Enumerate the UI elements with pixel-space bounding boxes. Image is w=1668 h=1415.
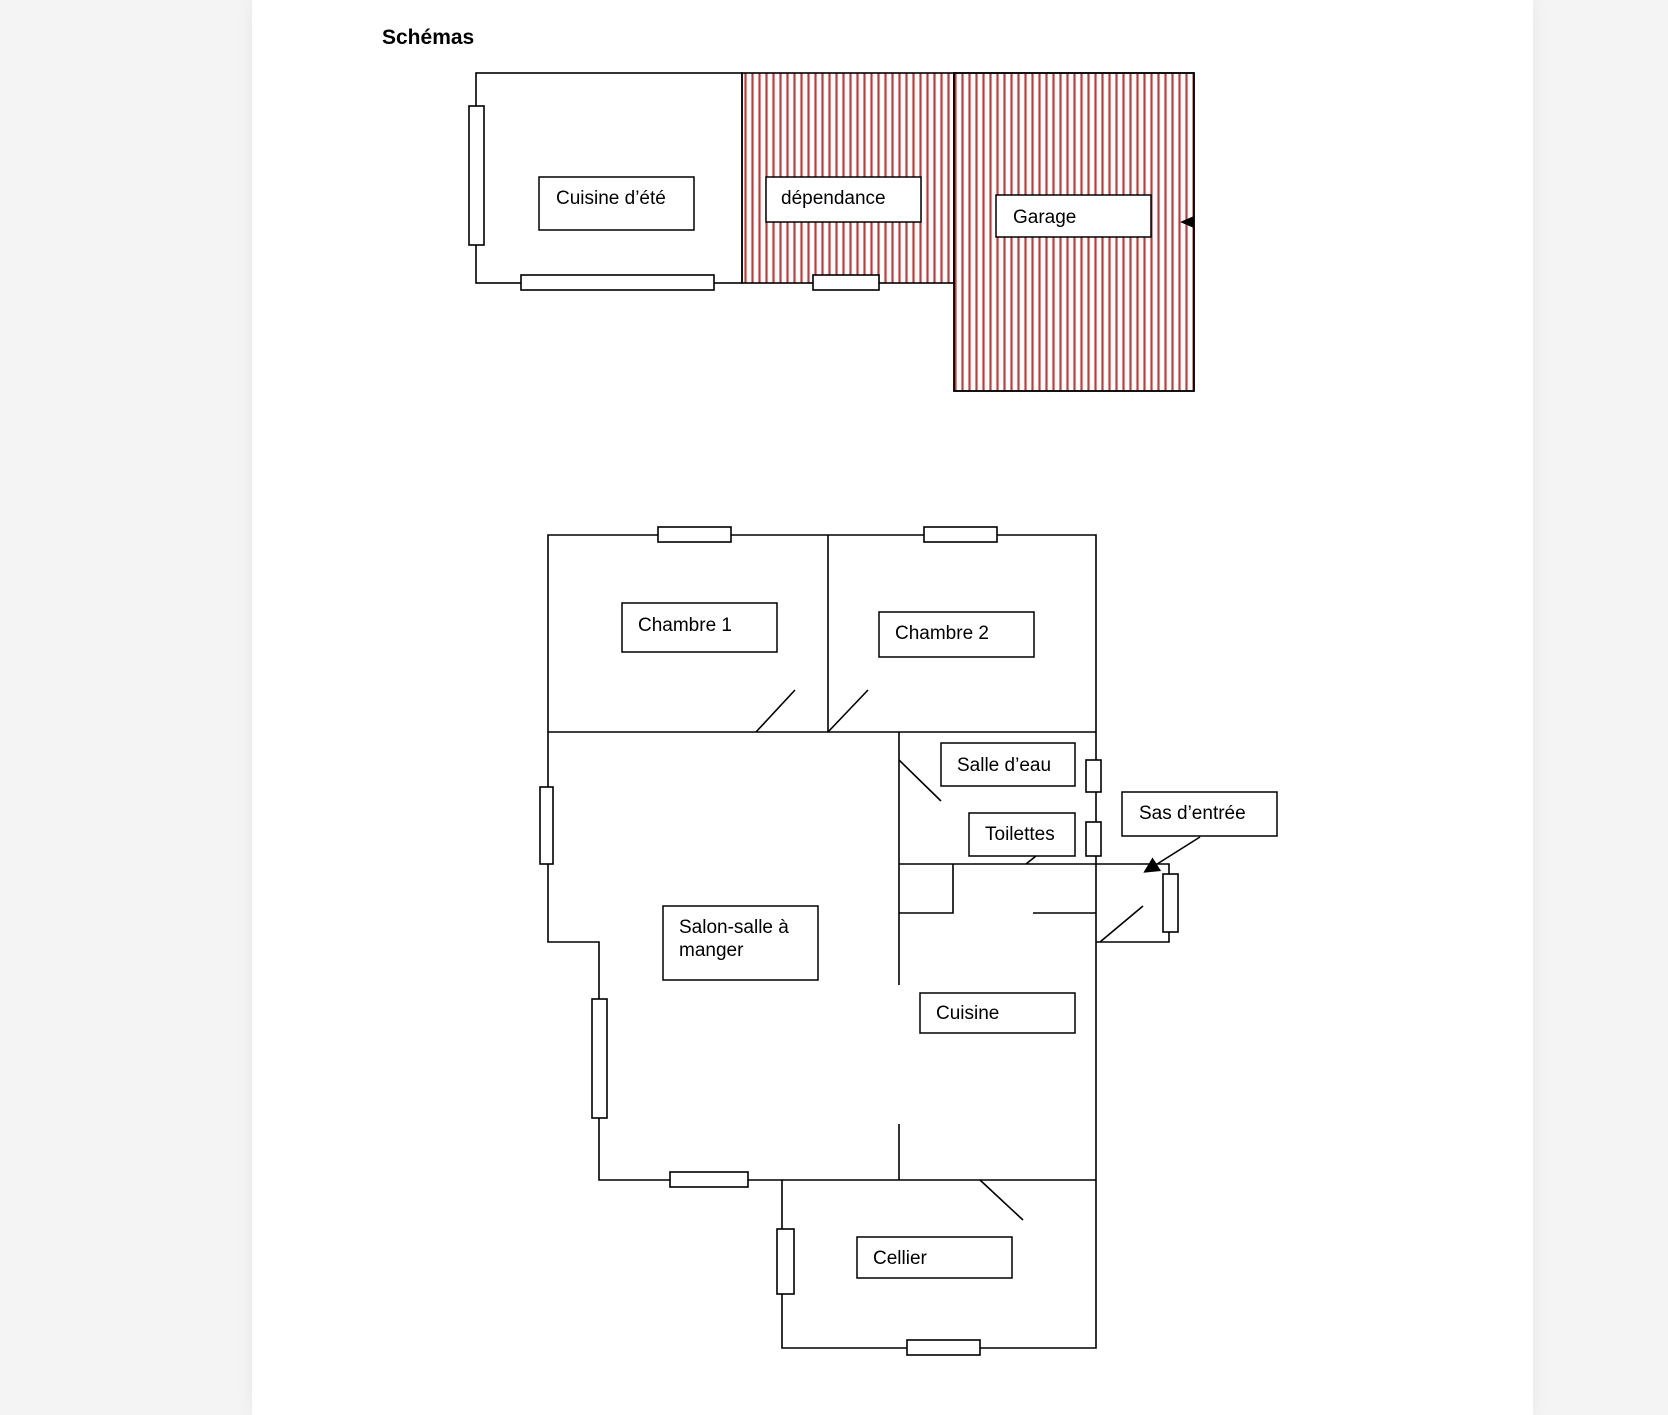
room-label-entrance: Sas d’entrée: [1139, 803, 1246, 824]
door-bedroom1: [756, 690, 795, 732]
window: [658, 527, 731, 542]
window: [521, 275, 714, 290]
room-label-toilets: Toilettes: [985, 824, 1055, 845]
room-label-summer-kitchen: Cuisine d’été: [556, 188, 666, 209]
window: [469, 106, 484, 245]
room-label-kitchen: Cuisine: [936, 1003, 1000, 1024]
door-toilets: [1026, 856, 1036, 864]
window: [907, 1340, 980, 1355]
room-label-bedroom2: Chambre 2: [895, 623, 989, 644]
door-shower-room: [899, 760, 941, 801]
door-bedroom2: [828, 690, 868, 732]
page-heading: Schémas: [382, 26, 475, 49]
room-label-shower-room: Salle d’eau: [957, 755, 1052, 776]
window: [777, 1229, 794, 1294]
window: [670, 1172, 748, 1187]
door-storeroom: [980, 1180, 1023, 1220]
window: [1086, 760, 1101, 792]
window: [813, 275, 879, 290]
room-label-living-dining-line1: Salon-salle à: [679, 917, 789, 938]
room-label-garage: Garage: [1013, 207, 1077, 228]
room-label-outbuilding: dépendance: [781, 188, 886, 209]
window: [924, 527, 997, 542]
window: [540, 787, 553, 864]
door-entrance: [1100, 906, 1143, 942]
window: [1163, 874, 1178, 932]
room-label-bedroom1: Chambre 1: [638, 615, 732, 636]
room-label-living-dining-line2: manger: [679, 940, 744, 961]
window: [592, 999, 607, 1118]
entrance-airlock-walls: [1096, 864, 1169, 942]
room-label-storeroom: Cellier: [873, 1248, 927, 1269]
closet-walls: [899, 864, 953, 913]
entrance-pointer-arrow-icon: [1146, 837, 1200, 871]
window: [1086, 822, 1101, 856]
